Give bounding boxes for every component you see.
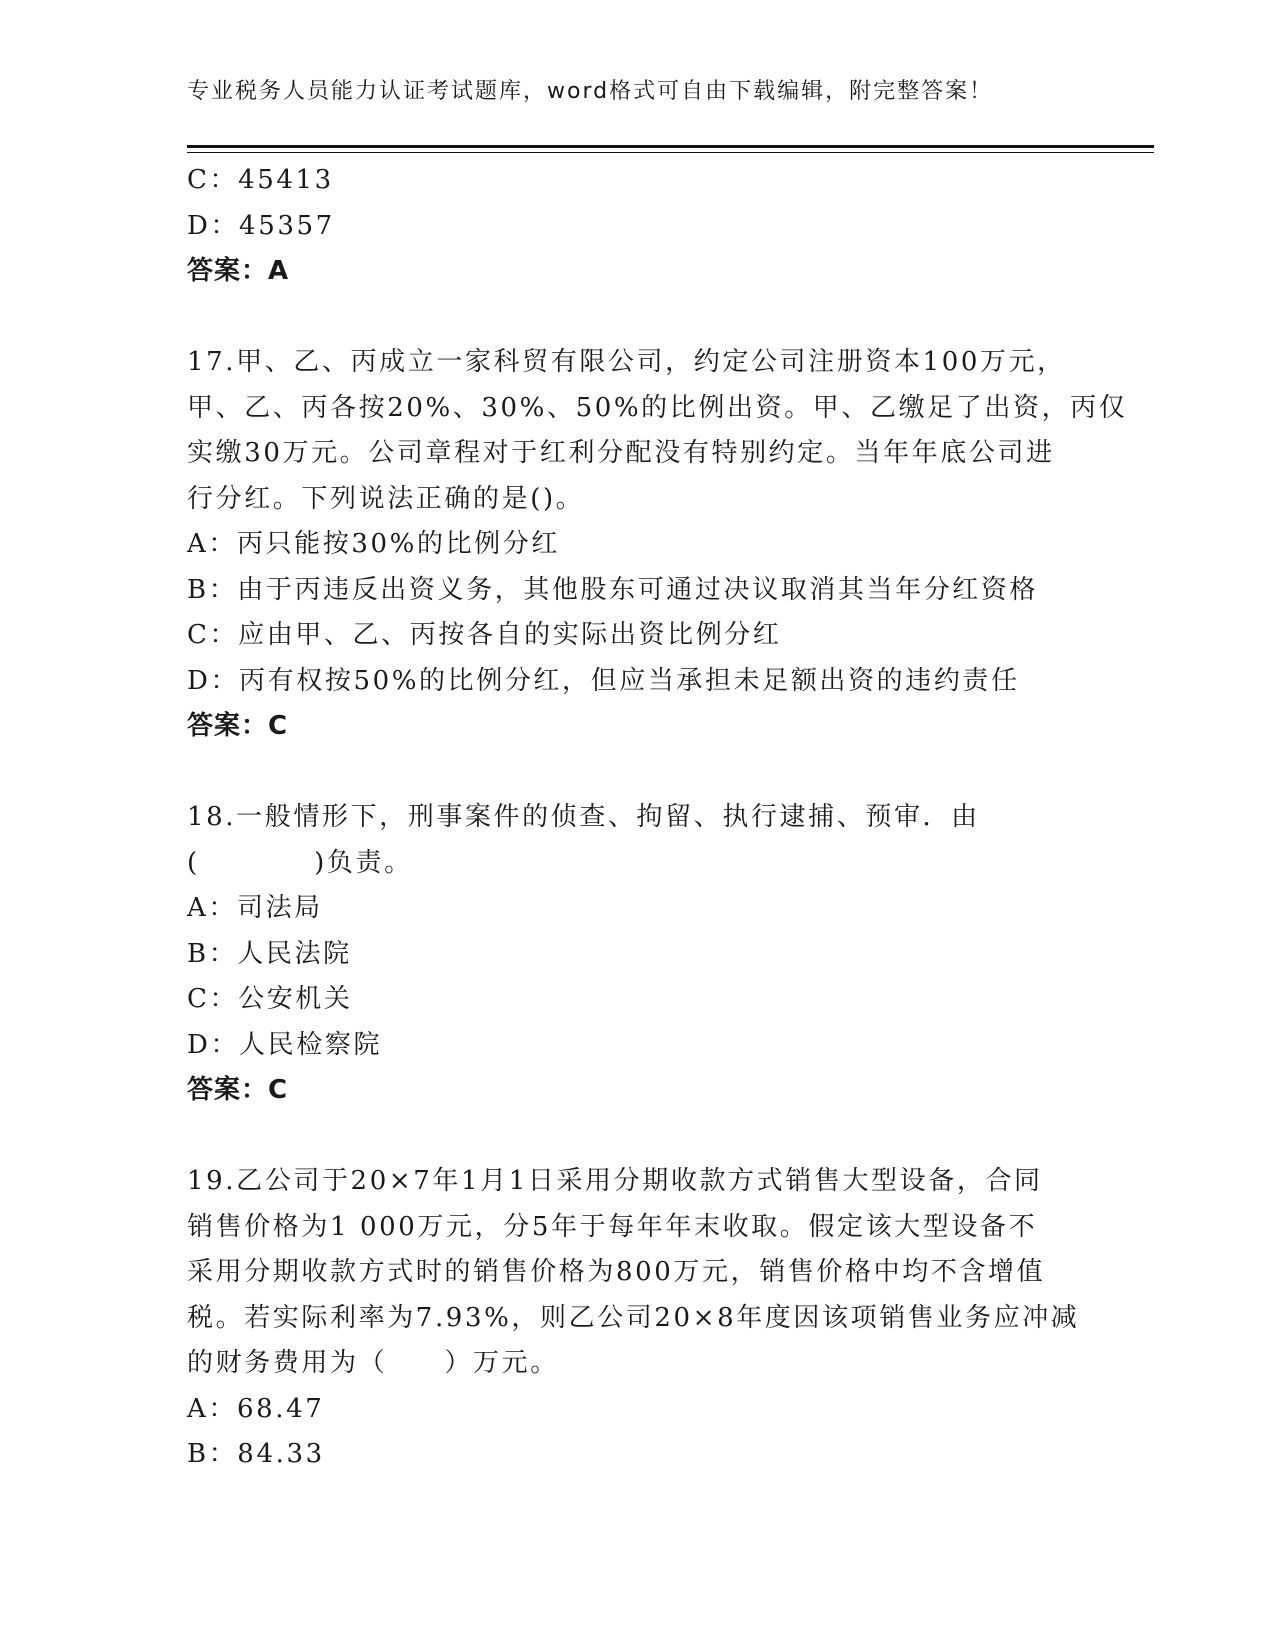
option-a: A：司法局 <box>187 893 323 923</box>
spacer <box>187 750 1087 796</box>
header-rule-thin <box>187 152 1154 153</box>
option-c: C：45413 <box>187 165 334 195</box>
question-stem-line: 行分红。下列说法正确的是()。 <box>187 483 585 514</box>
option-a: A：68.47 <box>187 1393 325 1424</box>
option-c: C：应由甲、乙、丙按各自的实际出资比例分红 <box>187 620 782 650</box>
page-header: 专业税务人员能力认证考试题库，word格式可自由下载编辑，附完整答案！ <box>187 79 994 104</box>
spacer <box>187 1114 1087 1160</box>
question-stem-line: 税。若实际利率为7.93%，则乙公司20×8年度因该项销售业务应冲减 <box>187 1302 1080 1333</box>
question-17 <box>187 340 1128 750</box>
answer: 答案：C <box>187 711 289 741</box>
question-stem-line: 甲、乙、丙各按20%、30%、50%的比例出资。甲、乙缴足了出资，丙仅 <box>187 392 1128 423</box>
option-c: C：公安机关 <box>187 984 353 1014</box>
question-stem-line: 18.一般情形下，刑事案件的侦查、拘留、执行逮捕、预审．由 <box>187 802 980 832</box>
option-b: B：人民法院 <box>187 938 352 969</box>
option-d: D：45357 <box>187 210 335 241</box>
answer: 答案：A <box>187 256 290 286</box>
option-b: B：由于丙违反出资义务，其他股东可通过决议取消其当年分红资格 <box>187 574 1039 605</box>
answer: 答案：C <box>187 1075 289 1105</box>
option-d: D：丙有权按50%的比例分红，但应当承担未足额出资的违约责任 <box>187 665 1020 696</box>
question-stem-line: 采用分期收款方式时的销售价格为800万元，销售价格中均不含增值 <box>187 1257 1046 1287</box>
document-body <box>187 158 1128 1478</box>
question-stem-line: 销售价格为1 000万元，分5年于每年年末收取。假定该大型设备不 <box>187 1211 1038 1242</box>
question-stem-line: ( )负责。 <box>187 847 413 878</box>
option-d: D：人民检察院 <box>187 1029 383 1060</box>
option-b: B：84.33 <box>187 1439 325 1469</box>
spacer <box>187 295 1087 341</box>
option-a: A：丙只能按30%的比例分红 <box>187 529 560 559</box>
question-stem-line: 17.甲、乙、丙成立一家科贸有限公司，约定公司注册资本100万元， <box>187 347 1066 377</box>
question-18 <box>187 795 1087 1114</box>
question-19 <box>187 1159 1087 1478</box>
question-stem-line: 实缴30万元。公司章程对于红利分配没有特别约定。当年年底公司进 <box>187 438 1055 468</box>
header-rule-thick <box>187 145 1154 148</box>
question-stem-line: 的财务费用为（ ）万元。 <box>187 1348 559 1378</box>
question-stem-line: 19.乙公司于20×7年1月1日采用分期收款方式销售大型设备，合同 <box>187 1166 1043 1196</box>
